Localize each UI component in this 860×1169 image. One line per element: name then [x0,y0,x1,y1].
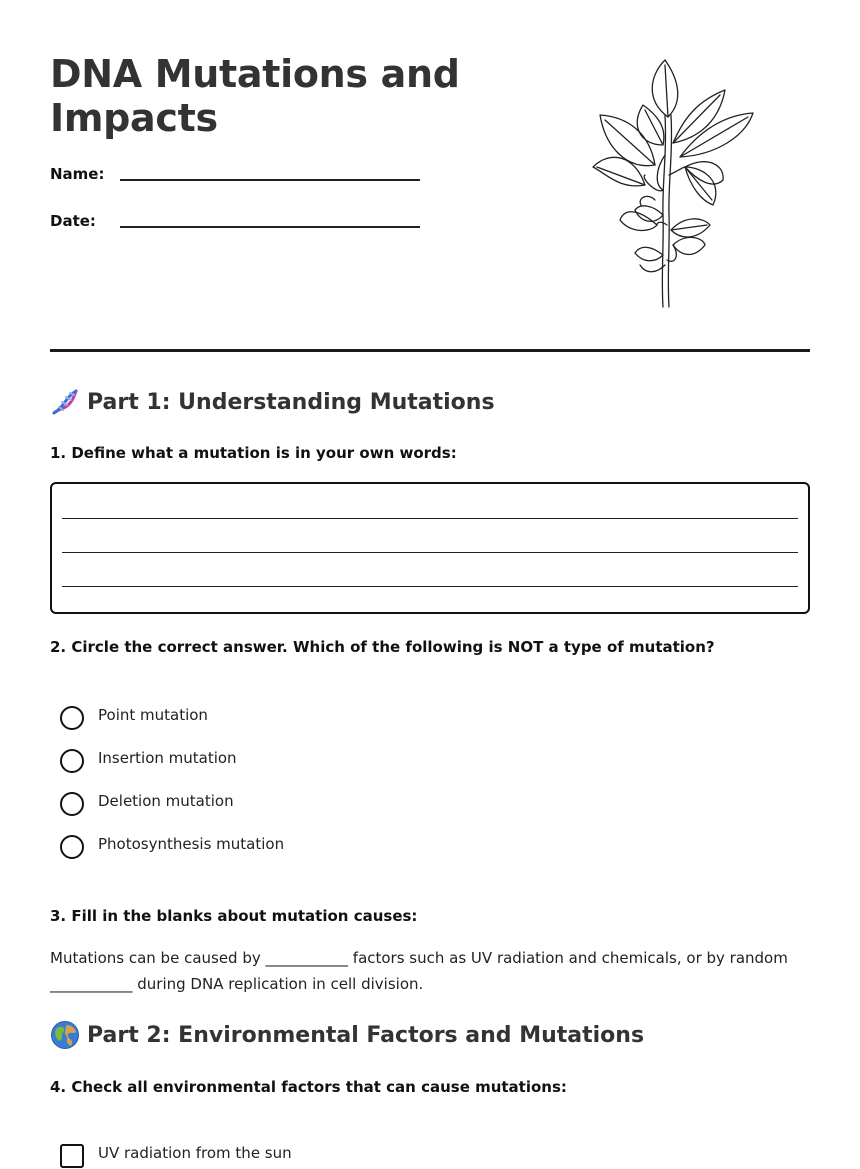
q3-fill-in-text[interactable]: Mutations can be caused by ___________ factors such as UV radiation and chemicals, or by random ___________ during DNA replication in cell division. [50,949,788,993]
part1-heading [50,387,495,417]
option-label: Deletion mutation [98,792,234,810]
part2-heading [50,1020,644,1050]
answer-line [62,586,798,587]
name-label: Name: [50,165,105,183]
radio-circle[interactable] [60,706,84,730]
radio-circle[interactable] [60,792,84,816]
q2-option-insertion[interactable] [60,748,460,774]
date-field[interactable] [50,212,430,242]
globe-icon [50,1020,80,1050]
question-4: 4. Check all environmental factors that can cause mutations: [50,1078,567,1096]
date-label: Date: [50,212,96,230]
q2-option-photosynthesis[interactable] [60,834,460,860]
question-2: 2. Circle the correct answer. Which of the following is NOT a type of mutation? [50,638,715,656]
question-1: 1. Define what a mutation is in your own words: [50,444,457,462]
radio-circle[interactable] [60,749,84,773]
option-label: Insertion mutation [98,749,237,767]
date-line[interactable] [120,226,420,228]
page-title: DNA Mutations and Impacts [50,52,460,140]
q4-option-uv-radiation[interactable] [60,1143,460,1169]
q2-option-deletion[interactable] [60,791,460,817]
plant-icon [585,55,760,313]
part1-heading-text: Part 1: Understanding Mutations [87,389,495,415]
question-3: 3. Fill in the blanks about mutation causes: [50,907,418,925]
checkbox[interactable] [60,1144,84,1168]
q2-option-point[interactable] [60,705,460,731]
answer-line [62,518,798,519]
option-label: UV radiation from the sun [98,1144,292,1162]
answer-line [62,552,798,553]
option-label: Photosynthesis mutation [98,835,285,853]
option-label: Point mutation [98,706,208,724]
name-field[interactable] [50,165,430,195]
header [50,52,470,140]
part2-heading-text: Part 2: Environmental Factors and Mutations [87,1022,645,1048]
dna-icon [50,387,80,417]
header-divider [50,349,810,352]
radio-circle[interactable] [60,835,84,859]
q1-answer-box[interactable] [50,482,810,614]
name-line[interactable] [120,179,420,181]
